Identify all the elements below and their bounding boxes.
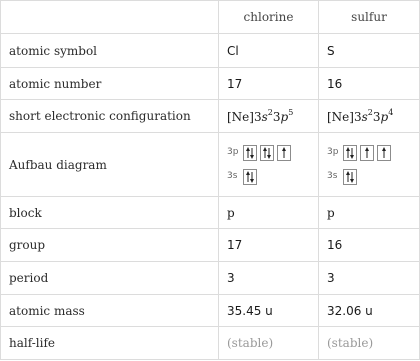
chlorine-atomic-symbol: Cl: [219, 34, 319, 68]
config-p-letter: p: [280, 109, 289, 124]
orbital-label-3s: 3s: [227, 171, 238, 181]
config-p-number: 3: [372, 109, 381, 124]
orbital-box: [277, 145, 291, 161]
orbital-box: [360, 145, 374, 161]
config-s-exponent: 2: [267, 107, 273, 117]
config-p-exponent: 5: [288, 107, 294, 117]
orbital-box: [343, 169, 357, 185]
aufbau-3s-row: [327, 168, 419, 185]
header-empty-cell: [1, 1, 219, 34]
chlorine-atomic-number: 17: [219, 68, 319, 100]
sulfur-group: 16: [319, 229, 420, 262]
table-row-atomic-mass: [1, 295, 420, 327]
orbital-box: [343, 145, 357, 161]
orbital-box: [243, 145, 257, 161]
table-row-atomic-symbol: [1, 34, 420, 68]
spin-up-arrow-icon: [282, 147, 286, 158]
spin-down-arrow-icon: [250, 148, 254, 159]
sulfur-period: 3: [319, 262, 420, 295]
sulfur-short-config: [319, 100, 420, 133]
row-label-short-config: short electronic configuration: [1, 100, 219, 133]
table-row-atomic-number: [1, 68, 420, 100]
sulfur-aufbau-diagram: [319, 133, 420, 197]
row-label-atomic-number: atomic number: [1, 68, 219, 100]
sulfur-block: p: [319, 197, 420, 229]
spin-down-arrow-icon: [350, 172, 354, 183]
aufbau-diagram: [327, 144, 419, 185]
spin-up-arrow-icon: [346, 147, 350, 158]
row-label-period: period: [1, 262, 219, 295]
table-row-group: [1, 229, 420, 262]
spin-down-arrow-icon: [267, 148, 271, 159]
row-label-aufbau: Aufbau diagram: [1, 133, 219, 197]
row-label-half-life: half-life: [1, 327, 219, 360]
aufbau-3p-row: [327, 144, 419, 161]
chlorine-block: p: [219, 197, 319, 229]
aufbau-3s-row: [227, 168, 318, 185]
config-p-number: 3: [272, 109, 281, 124]
orbital-label-3s: 3s: [327, 171, 338, 181]
orbital-label-3p: 3p: [227, 147, 239, 157]
spin-down-arrow-icon: [250, 172, 254, 183]
sulfur-atomic-mass: 32.06 u: [319, 295, 420, 327]
chlorine-aufbau-diagram: [219, 133, 319, 197]
spin-up-arrow-icon: [263, 147, 267, 158]
spin-up-arrow-icon: [346, 171, 350, 182]
table-row-block: [1, 197, 420, 229]
header-row: [1, 1, 420, 34]
row-label-group: group: [1, 229, 219, 262]
orbital-box: [243, 169, 257, 185]
config-s-letter: s: [361, 109, 368, 124]
row-label-block: block: [1, 197, 219, 229]
chlorine-half-life: (stable): [219, 327, 319, 360]
aufbau-diagram: [227, 144, 318, 185]
spin-down-arrow-icon: [350, 148, 354, 159]
aufbau-3p-row: [227, 144, 318, 161]
spin-up-arrow-icon: [382, 147, 386, 158]
config-core: [Ne]3: [227, 109, 262, 124]
row-label-atomic-mass: atomic mass: [1, 295, 219, 327]
config-s-letter: s: [261, 109, 268, 124]
table-row-half-life: [1, 327, 420, 360]
header-sulfur: sulfur: [319, 1, 420, 34]
chlorine-atomic-mass: 35.45 u: [219, 295, 319, 327]
table-row-aufbau: [1, 133, 420, 197]
config-s-exponent: 2: [367, 107, 373, 117]
orbital-label-3p: 3p: [327, 147, 339, 157]
spin-up-arrow-icon: [246, 171, 250, 182]
spin-up-arrow-icon: [365, 147, 369, 158]
row-label-atomic-symbol: atomic symbol: [1, 34, 219, 68]
orbital-box: [377, 145, 391, 161]
chlorine-period: 3: [219, 262, 319, 295]
header-chlorine: chlorine: [219, 1, 319, 34]
spin-up-arrow-icon: [246, 147, 250, 158]
chlorine-short-config: [219, 100, 319, 133]
chlorine-group: 17: [219, 229, 319, 262]
sulfur-atomic-symbol: S: [319, 34, 420, 68]
config-core: [Ne]3: [327, 109, 362, 124]
sulfur-half-life: (stable): [319, 327, 420, 360]
config-p-exponent: 4: [388, 107, 394, 117]
config-p-letter: p: [380, 109, 389, 124]
table-row-period: [1, 262, 420, 295]
sulfur-atomic-number: 16: [319, 68, 420, 100]
orbital-box: [260, 145, 274, 161]
table-row-short-config: [1, 100, 420, 133]
